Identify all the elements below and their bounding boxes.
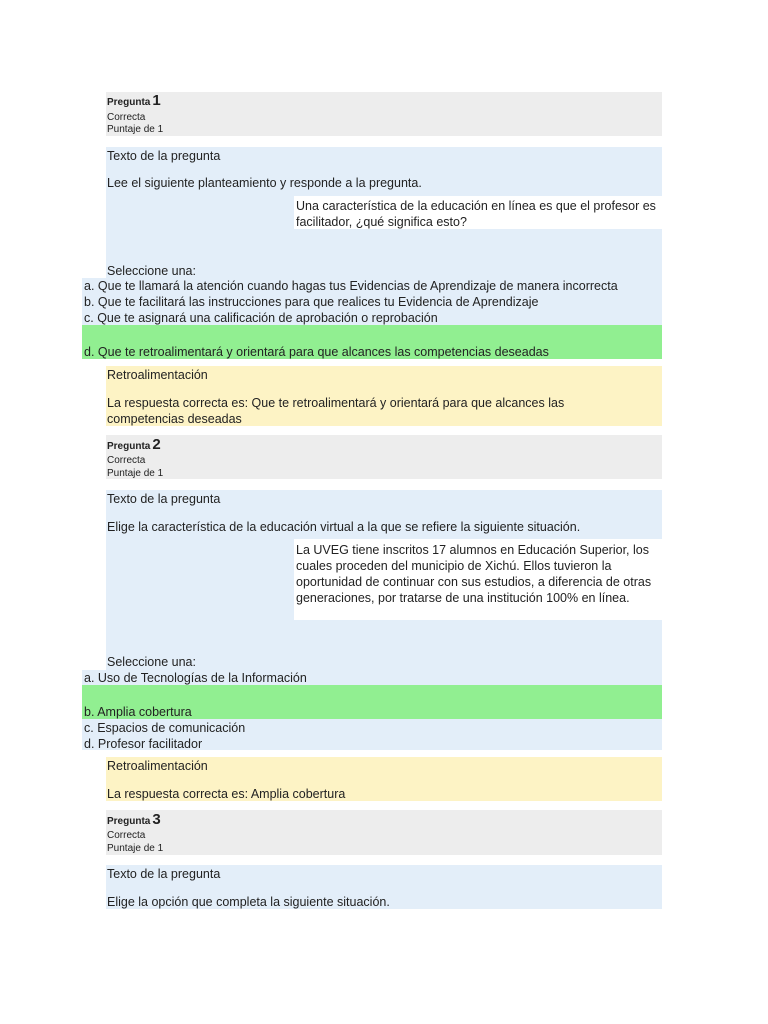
- question-1-feedback-title: Retroalimentación: [107, 368, 208, 382]
- question-2-header: [106, 435, 662, 479]
- question-label: Pregunta: [107, 816, 151, 827]
- question-label: Pregunta: [107, 97, 151, 108]
- question-1-status: Correcta: [107, 112, 146, 123]
- question-1-detail: Una característica de la educación en línea es que el profesor es facilitador, ¿qué significa esto?: [296, 199, 656, 229]
- question-2-detail: La UVEG tiene inscritos 17 alumnos en Educación Superior, los cuales proceden del municipio de Xichú. Ellos tuvieron la oportunidad de continuar con sus estudios, a diferencia de otras generaciones, por tratarse de una institución 100% en línea.: [296, 543, 652, 605]
- question-1-option-d[interactable]: d. Que te retroalimentará y orientará para que alcances las competencias deseadas: [84, 345, 549, 359]
- question-1-option-c[interactable]: c. Que te asignará una calificación de aprobación o reprobación: [84, 311, 438, 325]
- question-3-header: [106, 810, 662, 855]
- question-2-status: Correcta: [107, 455, 146, 466]
- question-label: Pregunta: [107, 441, 151, 452]
- question-3-prompt: Elige la opción que completa la siguiente situación.: [107, 895, 390, 909]
- question-1-header: [106, 92, 662, 136]
- question-number: 2: [152, 436, 161, 453]
- question-2-option-b[interactable]: b. Amplia cobertura: [84, 705, 192, 719]
- question-3-title: [107, 811, 161, 829]
- question-2-feedback: La respuesta correcta es: Amplia cobertura: [107, 787, 346, 801]
- question-1-select-label: Seleccione una:: [107, 264, 196, 278]
- question-1-text-title: Texto de la pregunta: [107, 149, 221, 163]
- question-1-title: [107, 92, 161, 110]
- question-2-score: Puntaje de 1: [107, 468, 164, 479]
- question-1-feedback: La respuesta correcta es: Que te retroalimentará y orientará para que alcances las competencias deseadas: [107, 396, 565, 426]
- question-2-text-title: Texto de la pregunta: [107, 492, 221, 506]
- question-1-option-b[interactable]: b. Que te facilitará las instrucciones para que realices tu Evidencia de Aprendizaje: [84, 295, 539, 309]
- question-2-option-d[interactable]: d. Profesor facilitador: [84, 737, 203, 751]
- question-3-score: Puntaje de 1: [107, 843, 164, 854]
- question-2-feedback-title: Retroalimentación: [107, 759, 208, 773]
- question-2-option-a[interactable]: a. Uso de Tecnologías de la Información: [84, 671, 307, 685]
- question-1-option-a[interactable]: a. Que te llamará la atención cuando hagas tus Evidencias de Aprendizaje de manera incorrecta: [84, 279, 618, 293]
- question-3-status: Correcta: [107, 830, 146, 841]
- question-2-option-c[interactable]: c. Espacios de comunicación: [84, 721, 246, 735]
- question-2-select-label: Seleccione una:: [107, 655, 196, 669]
- question-number: 3: [152, 811, 161, 828]
- question-3-text-title: Texto de la pregunta: [107, 867, 221, 881]
- question-1-score: Puntaje de 1: [107, 124, 164, 135]
- question-2-title: [107, 436, 161, 454]
- question-1-prompt: Lee el siguiente planteamiento y responde a la pregunta.: [107, 176, 422, 190]
- question-2-prompt: Elige la característica de la educación virtual a la que se refiere la siguiente situación.: [107, 520, 581, 534]
- question-number: 1: [152, 92, 161, 109]
